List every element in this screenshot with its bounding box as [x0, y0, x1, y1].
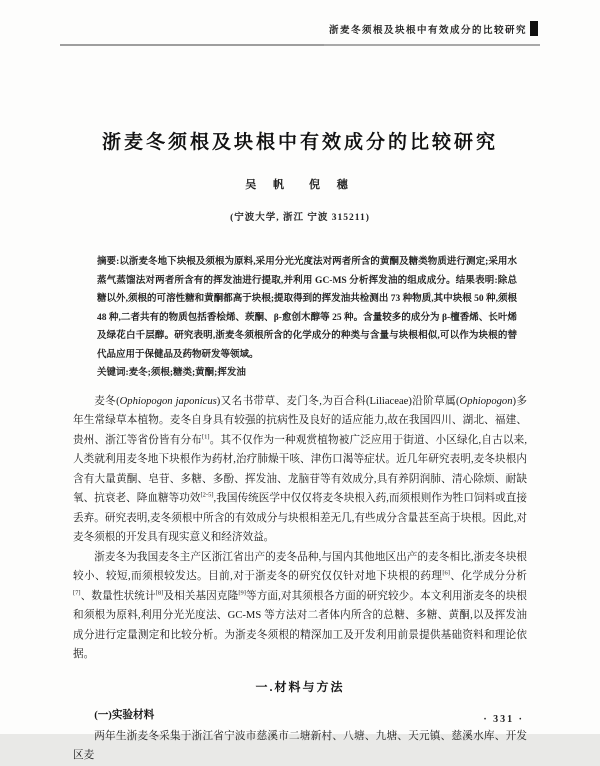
- keywords-line: [97, 364, 517, 383]
- header-rule: [60, 44, 540, 46]
- main-column: [73, 253, 527, 766]
- abstract-paragraph: [97, 253, 517, 364]
- authors: 吴 帆 倪 穗: [245, 179, 355, 191]
- body-text: [73, 392, 527, 665]
- body-paragraph-2: 浙麦冬为我国麦冬主产区浙江省出产的麦冬品种,与国内其他地区出产的麦冬相比,浙麦冬块根较小、较短,而须根较发达。目前,对于浙麦冬的研究仅仅针对地下块根的药理[6]、化学成分分析[7]、数量性状统计[8]及相关基因克隆[9]等方面,对其须根各方面的研究较少。本文利用浙麦冬的块根和须根为原料,利用分光光度法、GC-MS 等方法对二者体内所含的总糖、多糖、黄酮,以及挥发油成分进行定量测定和比较分析。为浙麦冬须根的精深加工及开发利用前景提供基础资料和理论依据。: [73, 551, 528, 660]
- running-header-text: 浙麦冬须根及块根中有效成分的比较研究: [328, 26, 527, 36]
- body-paragraph-1: 麦冬(Ophiopogon japonicus)又名书带草、麦门冬,为百合科(Liliaceae)沿阶草属(Ophiopogon)多年生常绿草本植物。麦冬自身具有较强的抗病性及良好的适应能力,故在我国四川、湖北、福建、贵州、浙江等省份皆有分布[1]。其不仅作为一种观赏植物被广泛应用于街道、小区绿化,自古以来,人类就利用麦冬地下块根作为药材,治疗肺燥干咳、津伤口渴等症状。近几年研究表明,麦冬块根内含有大量黄酮、皂苷、多糖、多酚、挥发油、龙脑苷等有效成分,具有养阴润肺、清心除烦、耐缺氧、抗衰老、降血糖等功效[2-5],我国传统医学中仅仅将麦冬块根入药,而须根则作为牲口饲料或直接丢弃。研究表明,麦冬须根中所含的有效成分与块根相差无几,有些成分含量甚至高于块根。因此,对麦冬须根的开发具有现实意义和经济效益。: [73, 395, 527, 543]
- header-tab-mark: [530, 21, 538, 36]
- keywords-label: 关键词:: [97, 368, 129, 378]
- page-title: 浙麦冬须根及块根中有效成分的比较研究: [101, 132, 498, 153]
- keywords-text: 麦冬;须根;糖类;黄酮;挥发油: [128, 368, 246, 378]
- subsection-body-text: 两年生浙麦冬采集于浙江省宁波市慈溪市二塘新村、八塘、九塘、天元镇、慈溪水库、开发区麦: [73, 730, 527, 761]
- abstract-block: [97, 253, 517, 383]
- abstract-label: 摘要:: [97, 257, 120, 267]
- running-header: [73, 22, 538, 36]
- abstract-text: 以浙麦冬地下块根及须根为原料,采用分光光度法对两者所含的黄酮及糖类物质进行测定;采用水蒸气蒸馏法对两者所含有的挥发油进行提取,并利用 GC-MS 分析挥发油的组成成分。结果表明:除总糖以外,须根的可溶性糖和黄酮都高于块根;提取得到的挥发油共检测出 73 种物质,其中块根 50 种,须根 48 种,二者共有的物质包括香桧烯、莰酮、β-愈创木醇等 25 种。含量较多的成分为 β-檀香烯、长叶烯及绿花白千层醇。研究表明,浙麦冬须根所含的化学成分的种类与含量与块根相似,可以作为块根的替代品应用于保健品及药物研发等领域。: [97, 257, 517, 360]
- page-number: · 331 ·: [483, 714, 524, 725]
- section-heading-methods: 一.材料与方法: [255, 679, 345, 694]
- affiliation: (宁波大学, 浙江 宁波 315211): [230, 213, 370, 223]
- subsection-heading-materials: (一)实验材料: [94, 709, 155, 721]
